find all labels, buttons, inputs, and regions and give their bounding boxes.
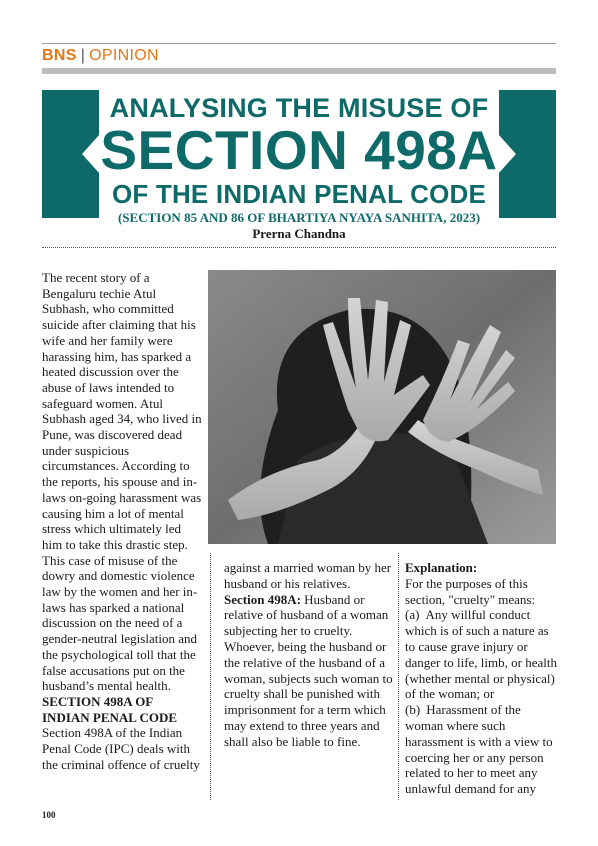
headline-subtitle: (SECTION 85 AND 86 OF BHARTIYA NYAYA SANHITA, 2023) (117, 210, 481, 225)
section-heading: SECTION 498A OF INDIAN PENAL CODE (42, 693, 178, 725)
page-number: 100 (42, 810, 56, 820)
item-a-text: Any willful conduct which is of such a nature as to cause grave injury or danger to life, limb, or health (whether mental or physical) of the woman; or (405, 607, 557, 702)
article-column-1 (42, 270, 202, 773)
top-rule (42, 43, 556, 44)
headline-line-2: SECTION 498A (100, 119, 498, 181)
section-definition (224, 592, 394, 750)
article-column-3 (405, 560, 559, 797)
item-a-marker: (a) (405, 607, 420, 623)
column-divider-1 (210, 553, 211, 800)
explanation-heading: Explanation: (405, 560, 478, 575)
article-photo (208, 270, 556, 544)
label-separator: | (80, 47, 86, 64)
explanation-item-b (405, 702, 559, 797)
brand-label: BNS (42, 47, 77, 64)
section-label-inline: Section 498A: (224, 591, 301, 607)
section-label (42, 47, 159, 65)
headline-line-1: ANALYSING THE MISUSE OF (109, 93, 489, 123)
category-label: OPINION (89, 47, 159, 64)
item-b-marker: (b) (405, 702, 421, 718)
explanation-item-a (405, 607, 559, 702)
column-divider-2 (398, 553, 399, 800)
explanation-text: For the purposes of this section, "cruelty" means: (405, 575, 536, 607)
intro-paragraph: The recent story of a Bengaluru techie Atul Subhash, who committed suicide after claiming that his wife and her family were harassing him, has sparked a heated discussion over the abuse of laws intended to safeguard women. Atul Subhash aged 34, who lived in Pune, was discovered dead under suspicious circumstances. According to the reports, his spouse and in-laws on-going harassment was causing him a lot of mental stress which ultimately led him to take this drastic step. This case of misuse of the dowry and domestic violence law by the women and her in-laws has sparked a national discussion on the need of a gender-neutral legislation and the psychological toll that the false accusations put on the husband’s mental health. (42, 270, 202, 694)
section-paragraph: Section 498A of the Indian Penal Code (IPC) deals with the criminal offence of cruelty (42, 725, 200, 772)
continuation-paragraph: against a married woman by her husband or his relatives. (224, 560, 392, 591)
article-column-2 (224, 560, 394, 750)
section-definition-text: Husband or relative of husband of a woman subjecting her to cruelty. Whoever, being the husband or the relative of the husband of a woman, subjects such woman to cruelty shall be punished with imprisonment for a term which may extend to three years and shall also be liable to fine. (224, 591, 393, 749)
author-byline: Prerna Chandna (252, 226, 346, 241)
header-divider (42, 247, 556, 248)
item-b-text: Harassment of the woman where such harassment is with a view to coercing her or any person related to her to meet any unlawful demand for any (405, 702, 553, 797)
headline-line-3: OF THE INDIAN PENAL CODE (111, 179, 487, 209)
header-bar (42, 68, 556, 74)
